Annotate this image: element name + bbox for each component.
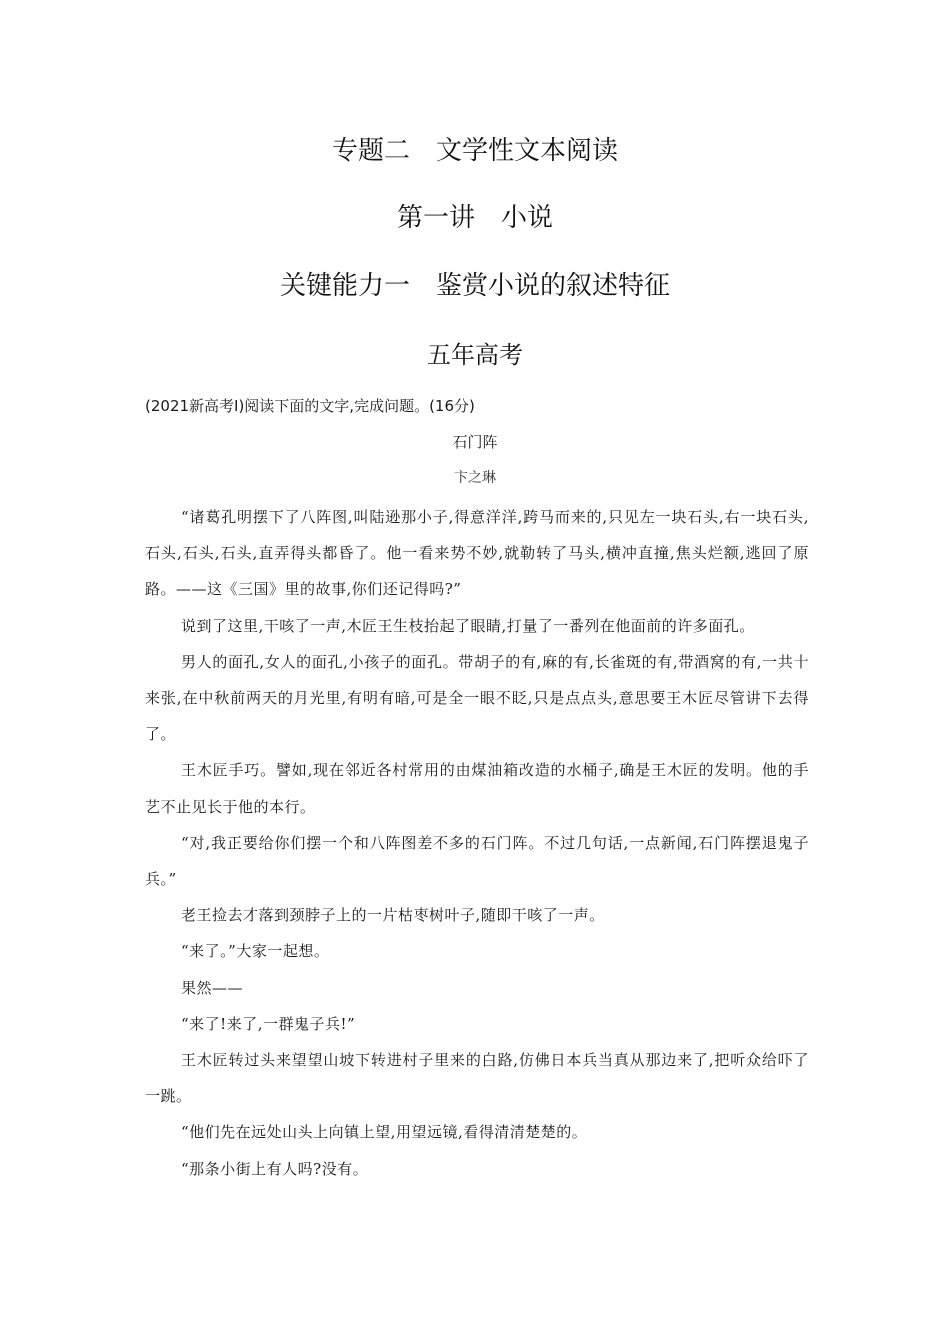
story-paragraph: 男人的面孔,女人的面孔,小孩子的面孔。带胡子的有,麻的有,长雀斑的有,带酒窝的有,一共十来张,在中秋前两天的月光里,有明有暗,可是全一眼不眨,只是点点头,意思要王木匠尽管讲下去得了。 [145,652,809,744]
question-intro: (2021新高考Ⅰ)阅读下面的文字,完成问题。(16分) [145,397,475,415]
story-body [145,499,809,1187]
story-paragraph: 王木匠手巧。譬如,现在邻近各村常用的由煤油箱改造的水桶子,确是王木匠的发明。他的手艺不止见长于他的本行。 [145,761,809,816]
story-paragraph: 老王捡去才落到颈脖子上的一片枯枣树叶子,随即干咳了一声。 [181,906,605,925]
section-heading: 五年高考 [427,341,523,369]
story-paragraph: “来了。”大家一起想。 [181,942,330,961]
lecture-heading: 第一讲 小说 [396,203,553,233]
story-paragraph: 果然—— [181,978,244,997]
story-paragraph: “诸葛孔明摆下了八阵图,叫陆逊那小子,得意洋洋,跨马而来的,只见左一块石头,右一块石头,石头,石头,石头,直弄得头都昏了。他一看来势不妙,就勒转了马头,横冲直撞,焦头烂额,逃回了原路。——这《三国》里的故事,你们还记得吗?” [145,508,809,599]
story-paragraph: “那条小街上有人吗?没有。 [181,1159,369,1178]
story-paragraph: 王木匠转过头来望望山坡下转进村子里来的白路,仿佛日本兵当真从那边来了,把听众给吓了一跳。 [145,1051,809,1106]
story-paragraph: 说到了这里,干咳了一声,木匠王生枝抬起了眼睛,打量了一番列在他面前的许多面孔。 [181,616,755,635]
story-paragraph: “来了!来了,一群鬼子兵!” [181,1014,356,1033]
story-title: 石门阵 [452,433,498,451]
story-paragraph: “他们先在远处山头上向镇上望,用望远镜,看得清清楚楚的。 [181,1123,588,1142]
story-author: 卞之琳 [454,470,496,486]
topic-heading: 专题二 文学性文本阅读 [331,136,618,166]
story-paragraph: “对,我正要给你们摆一个和八阵图差不多的石门阵。不过几句话,一点新闻,石门阵摆退鬼子兵。” [145,833,809,889]
ability-heading: 关键能力一 鉴赏小说的叙述特征 [279,271,670,301]
